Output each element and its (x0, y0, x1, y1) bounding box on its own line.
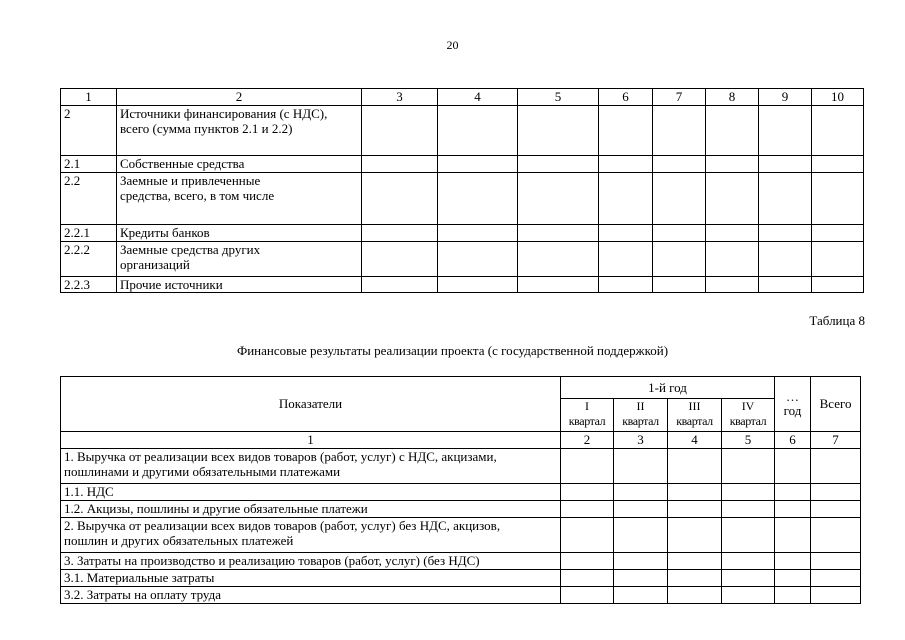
column-number: 7 (653, 89, 706, 106)
quarter-header: I квартал (561, 399, 614, 432)
table-row (61, 172, 864, 224)
row-number: 2.2.3 (61, 276, 117, 293)
row-number: 2.1 (61, 155, 117, 172)
table-row (61, 500, 861, 517)
row-label: Прочие источники (117, 276, 362, 293)
column-number: 2 (561, 432, 614, 449)
table-row (61, 517, 861, 552)
table-row (61, 241, 864, 276)
indicators-header: Показатели (61, 377, 561, 432)
table-row (61, 155, 864, 172)
row-label: Заемные и привлеченные средства, всего, в том числе (117, 172, 362, 224)
column-number: 8 (706, 89, 759, 106)
quarter-header: III квартал (668, 399, 722, 432)
table-header-row (61, 377, 861, 399)
table-row (61, 483, 861, 500)
table-row (61, 569, 861, 586)
table-row (61, 224, 864, 241)
column-number: 6 (599, 89, 653, 106)
row-number: 2 (61, 105, 117, 155)
column-number: 4 (438, 89, 518, 106)
column-number: 9 (759, 89, 812, 106)
table-row (61, 586, 861, 603)
row-label: Кредиты банков (117, 224, 362, 241)
row-label: 1.2. Акцизы, пошлины и другие обязательные платежи (61, 500, 561, 517)
row-label: 3.1. Материальные затраты (61, 569, 561, 586)
column-number: 1 (61, 89, 117, 106)
financial-results-table (60, 376, 861, 604)
row-label: 1.1. НДС (61, 483, 561, 500)
column-number: 1 (61, 432, 561, 449)
table-row (61, 105, 864, 155)
page-number: 20 (446, 38, 459, 52)
table-label: Таблица 8 (809, 313, 865, 328)
row-label: 2. Выручка от реализации всех видов товаров (работ, услуг) без НДС, акцизов, пошлин и других обязательных платежей (61, 517, 561, 552)
row-label: 3. Затраты на производство и реализацию товаров (работ, услуг) (без НДС) (61, 552, 561, 569)
column-number: 5 (518, 89, 599, 106)
financing-sources-table (60, 88, 864, 293)
column-number: 7 (811, 432, 861, 449)
total-header: Всего (811, 377, 861, 432)
column-number: 4 (668, 432, 722, 449)
year1-header: 1-й год (561, 377, 775, 399)
other-years-header (775, 377, 811, 432)
row-label: Источники финансирования (с НДС), всего (сумма пунктов 2.1 и 2.2) (117, 105, 362, 155)
table-row (61, 552, 861, 569)
column-numbers-row (61, 432, 861, 449)
table-row (61, 276, 864, 293)
column-number: 2 (117, 89, 362, 106)
row-label: Собственные средства (117, 155, 362, 172)
ellipsis: … (786, 389, 800, 404)
row-label: 3.2. Затраты на оплату труда (61, 586, 561, 603)
quarter-header: II квартал (614, 399, 668, 432)
column-number: 5 (722, 432, 775, 449)
row-number: 2.2.2 (61, 241, 117, 276)
year-word: год (783, 403, 802, 418)
column-number: 3 (614, 432, 668, 449)
row-number: 2.2.1 (61, 224, 117, 241)
row-number: 2.2 (61, 172, 117, 224)
column-number: 6 (775, 432, 811, 449)
row-label: Заемные средства других организаций (117, 241, 362, 276)
column-number: 3 (362, 89, 438, 106)
table-row (61, 448, 861, 483)
table-header-row (61, 89, 864, 106)
table-title: Финансовые результаты реализации проекта (с государственной поддержкой) (236, 343, 669, 358)
quarter-header: IV квартал (722, 399, 775, 432)
column-number: 10 (812, 89, 864, 106)
row-label: 1. Выручка от реализации всех видов товаров (работ, услуг) с НДС, акцизами, пошлинами и другими обязательными платежами (61, 448, 561, 483)
